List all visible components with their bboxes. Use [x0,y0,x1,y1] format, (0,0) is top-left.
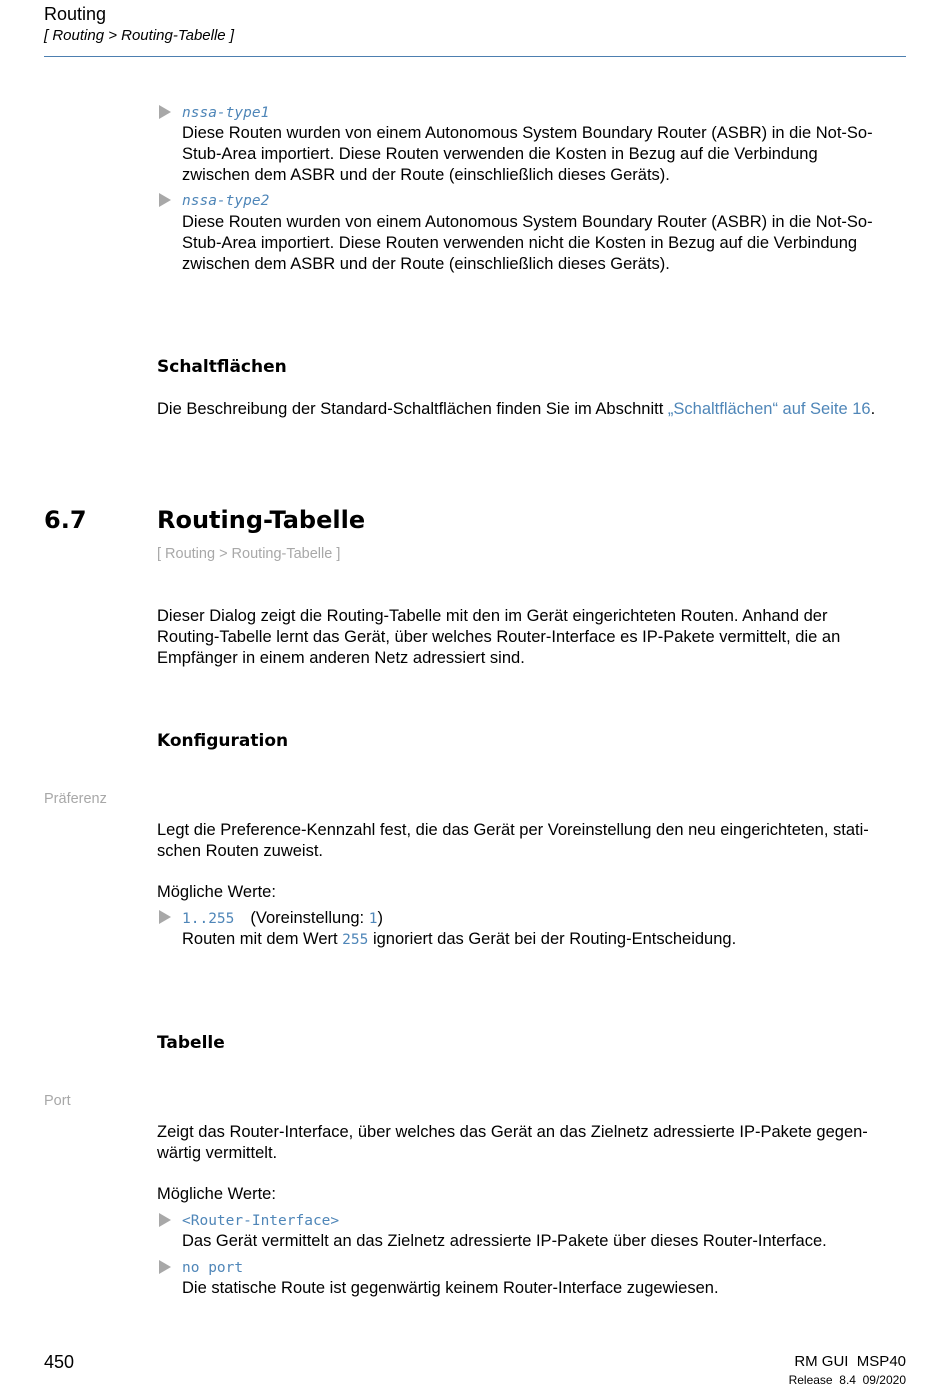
page-number: 450 [44,1352,75,1372]
default-close: ) [377,909,383,927]
praeferenz-range-item [182,908,910,930]
no-port-code: no port [182,1260,244,1276]
chapter-intro-line1: Dieser Dialog zeigt die Routing-Tabelle mit den im Gerät eingerichteten Routen. Anhand der [157,607,828,625]
running-header-title: Routing [44,4,107,24]
praeferenz-desc-line1: Legt die Preference-Kennzahl fest, die das Gerät per Voreinstellung den neu eingerichteten, stati- [157,821,869,839]
bullet-triangle-icon [159,193,171,207]
nssa-type1-desc [182,123,910,186]
default-code: 1 [368,911,378,927]
note-code: 255 [342,932,369,948]
praeferenz-note [182,929,910,951]
chapter-intro-line2: Routing-Tabelle lernt das Gerät, über welches Router-Interface es IP-Pakete vermittelt, die an [157,628,841,646]
nssa-type2-line2: Stub-Area importiert. Diese Routen verwenden nicht die Kosten in Bezug auf die Verbindung [182,234,858,252]
praeferenz-possible-values: Mögliche Werte: [157,883,276,901]
praeferenz-margin-label: Präferenz [44,791,107,807]
nssa-type2-line3: zwischen dem ASBR und der Route (einschließlich dieses Geräts). [182,255,670,273]
nssa-type1-code: nssa-type1 [182,105,270,121]
nssa-type1-item [182,103,910,124]
chapter-intro [157,606,909,669]
router-interface-item [182,1211,910,1232]
router-interface-code: <Router-Interface> [182,1213,340,1229]
nssa-type2-item [182,191,910,212]
chapter-breadcrumb: [ Routing > Routing-Tabelle ] [157,546,341,562]
buttons-page-link[interactable]: „Schaltflächen“ auf Seite 16 [667,400,871,418]
praeferenz-desc-line2: schen Routen zuweist. [157,842,324,860]
bullet-triangle-icon [159,1260,171,1274]
konfiguration-heading: Konfiguration [157,731,289,751]
nssa-type2-code: nssa-type2 [182,193,270,209]
bullet-triangle-icon [159,105,171,119]
chapter-title: Routing-Tabelle [157,506,366,534]
bullet-triangle-icon [159,910,171,924]
nssa-type2-line1: Diese Routen wurden von einem Autonomous System Boundary Router (ASBR) in die Not-So- [182,213,873,231]
buttons-paragraph [157,399,909,420]
chapter-intro-line3: Empfänger in einem anderen Netz adressiert sind. [157,649,525,667]
port-description [157,1122,909,1164]
range-code: 1..255 [182,911,235,927]
tabelle-heading: Tabelle [157,1033,225,1053]
router-interface-desc: Das Gerät vermittelt an das Zielnetz adressierte IP-Pakete über dieses Router-Interface. [182,1232,827,1250]
note-text-end: ignoriert das Gerät bei der Routing-Entscheidung. [368,930,737,948]
header-divider [44,56,906,57]
nssa-type1-line1: Diese Routen wurden von einem Autonomous System Boundary Router (ASBR) in die Not-So- [182,124,873,142]
buttons-heading: Schaltflächen [157,357,287,377]
nssa-type1-line3: zwischen dem ASBR und der Route (einschließlich dieses Geräts). [182,166,670,184]
running-header-breadcrumb: [ Routing > Routing-Tabelle ] [44,27,234,44]
footer-product: RM GUI MSP40 [794,1353,906,1370]
port-possible-values: Mögliche Werte: [157,1185,276,1203]
chapter-number: 6.7 [44,506,87,534]
port-desc-line1: Zeigt das Router-Interface, über welches das Gerät an das Zielnetz adressierte IP-Pakete gegen- [157,1123,868,1141]
port-margin-label: Port [44,1093,71,1109]
default-text: (Voreinstellung: [250,909,369,927]
nssa-type1-line2: Stub-Area importiert. Diese Routen verwenden die Kosten in Bezug auf die Verbindung [182,145,818,163]
no-port-desc: Die statische Route ist gegenwärtig keinem Router-Interface zugewiesen. [182,1279,719,1297]
praeferenz-description [157,820,909,862]
buttons-text-end: . [870,400,876,418]
footer-release: Release 8.4 09/2020 [788,1373,906,1385]
bullet-triangle-icon [159,1213,171,1227]
port-desc-line2: wärtig vermittelt. [157,1144,278,1162]
buttons-text: Die Beschreibung der Standard-Schaltflächen finden Sie im Abschnitt [157,400,668,418]
no-port-item [182,1258,910,1279]
note-text: Routen mit dem Wert [182,930,343,948]
nssa-type2-desc [182,212,910,275]
